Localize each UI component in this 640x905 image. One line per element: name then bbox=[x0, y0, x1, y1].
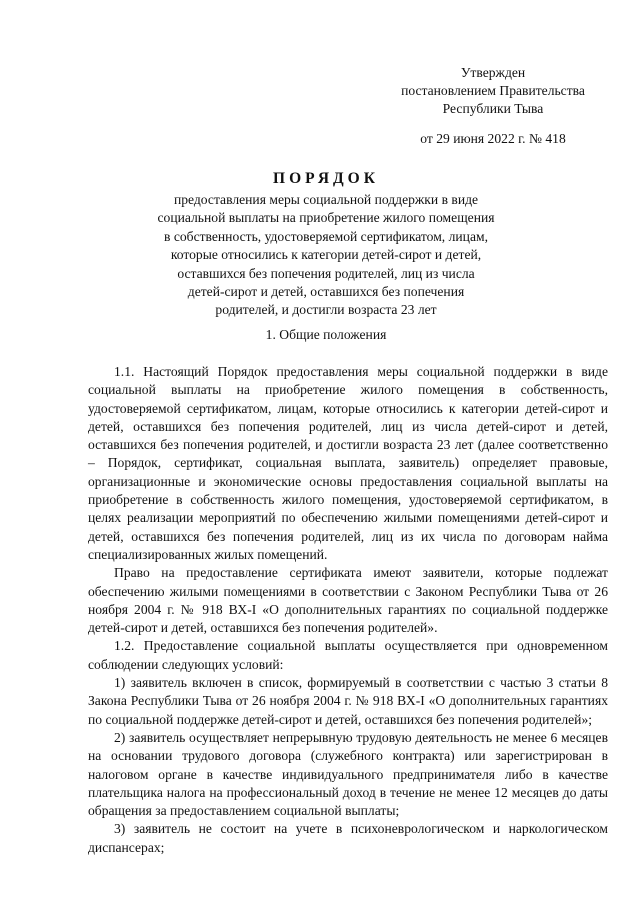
paragraph-1-1: 1.1. Настоящий Порядок предоставления меры социальной поддержки в виде социальной выплаты на приобретение жилого помещения в собственность, удостоверяемой сертификатом, лицам, которые относились к категории детей-сирот и детей, оставшихся без попечения родителей, лиц из числа детей-сирот и детей, оставшихся без попечения родителей, и достигли возраста 23 лет (далее соответственно – Порядок, сертификат, социальная выплата, заявитель) определяет правовые, организационные и экономические основы предоставления социальной выплаты на приобретение в собственность жилого помещения, удостоверяемой сертификатом, в целях реализации мероприятий по обеспечению жилыми помещениями детей-сирот и детей, оставшихся без попечения родителей, лиц из их числа по договорам найма специализированных жилых помещений. bbox=[88, 364, 608, 562]
approval-line-2: постановлением Правительства bbox=[401, 83, 585, 98]
section-heading: 1. Общие положения bbox=[265, 327, 387, 342]
approval-line-1: Утвержден bbox=[460, 65, 526, 80]
document-body bbox=[88, 363, 608, 857]
approval-date: от 29 июня 2022 г. № 418 bbox=[420, 131, 566, 146]
document-title: ПОРЯДОК bbox=[273, 170, 379, 187]
condition-3: 3) заявитель не состоит на учете в психоневрологическом и наркологическом диспансерах; bbox=[88, 821, 608, 855]
condition-2: 2) заявитель осуществляет непрерывную трудовую деятельность не менее 6 месяцев на основании трудового договора (служебного контракта) или зарегистрирован в налоговом органе в качестве индивидуального предпринимателя либо в качестве плательщика налога на профессиональный доход в течение не менее 12 месяцев до даты обращения за предоставлением социальной выплаты; bbox=[88, 729, 608, 819]
paragraph-1-2: 1.2. Предоставление социальной выплаты осуществляется при одновременном соблюдении следующих условий: bbox=[88, 638, 608, 672]
document-subtitle bbox=[100, 191, 552, 320]
condition-1: 1) заявитель включен в список, формируемый в соответствии с частью 3 статьи 8 Закона Республики Тыва от 26 ноября 2004 г. № 918 ВХ-I «О дополнительных гарантиях по социальной поддержке детей-сирот и детей, оставшихся без попечения родителей»; bbox=[88, 675, 608, 727]
subtitle-line: родителей, и достигли возраста 23 лет bbox=[215, 302, 437, 318]
subtitle-line: которые относились к категории детей-сирот и детей, bbox=[170, 247, 482, 263]
subtitle-line: детей-сирот и детей, оставшихся без попечения bbox=[187, 284, 465, 300]
subtitle-line: социальной выплаты на приобретение жилого помещения bbox=[157, 210, 495, 226]
subtitle-line: оставшихся без попечения родителей, лиц из числа bbox=[177, 265, 475, 281]
approval-line-3: Республики Тыва bbox=[442, 101, 544, 116]
approval-stamp bbox=[378, 64, 608, 148]
subtitle-line: в собственность, удостоверяемой сертификатом, лицам, bbox=[164, 228, 488, 244]
subtitle-line: предоставления меры социальной поддержки в виде bbox=[173, 192, 479, 207]
paragraph-right: Право на предоставление сертификата имеют заявители, которые подлежат обеспечению жилыми помещениями в соответствии с Законом Республики Тыва от 26 ноября 2004 г. № 918 ВХ-I «О дополнительных гарантиях по социальной поддержке детей-сирот и детей, оставшихся без попечения родителей». bbox=[88, 565, 608, 636]
